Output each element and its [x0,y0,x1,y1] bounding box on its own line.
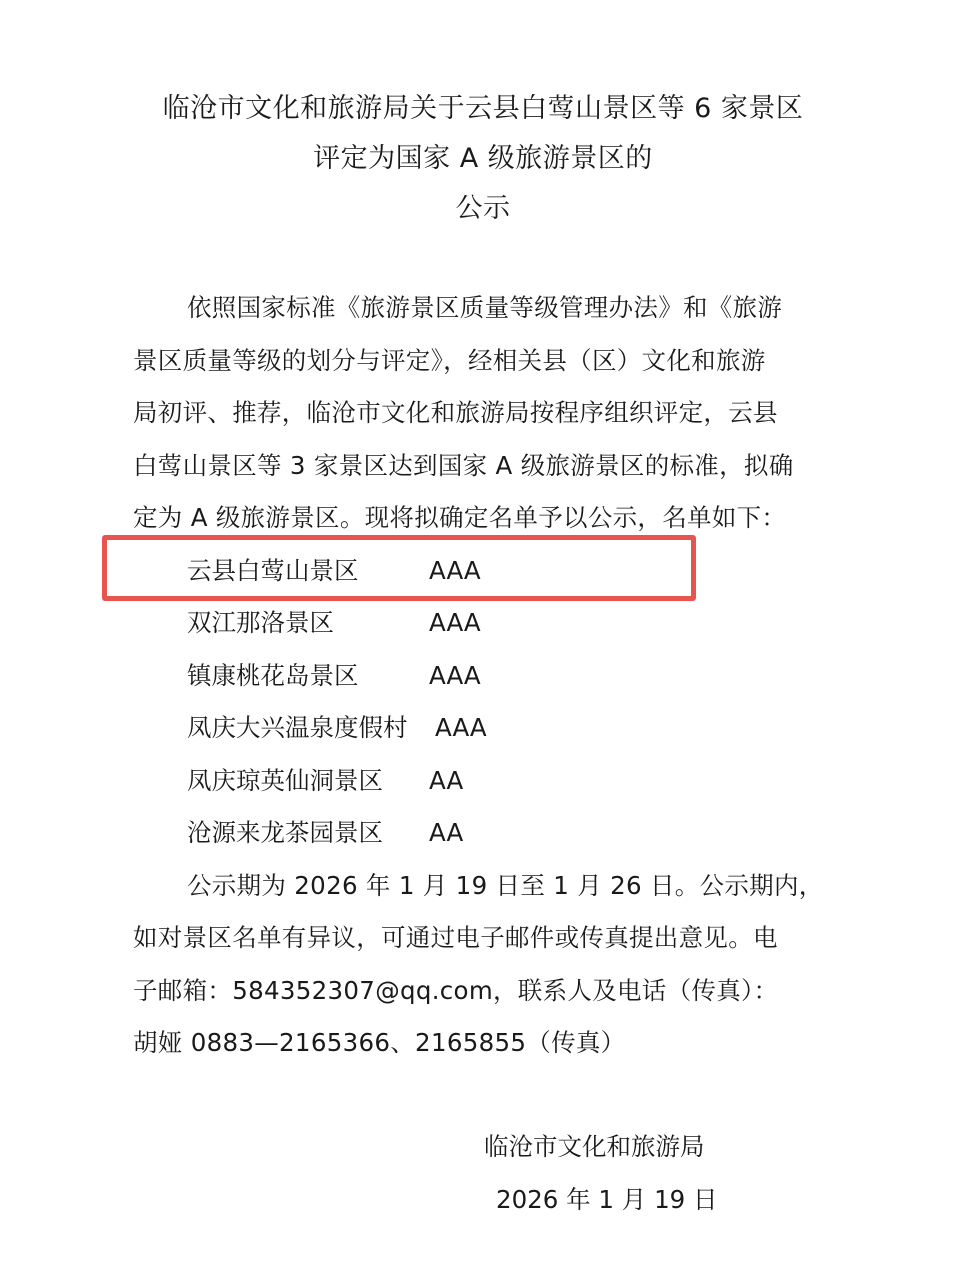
paragraph1-line-5: 定为 A 级旅游景区。现将拟确定名单予以公示，名单如下： [133,503,787,532]
notice-title-line-1: 临沧市文化和旅游局关于云县白莺山景区等 6 家景区 [162,93,804,124]
scenic-spot-name: 镇康桃花岛景区 [187,661,359,690]
paragraph1-line-3: 局初评、推荐，临沧市文化和旅游局按程序组织评定，云县 [133,398,778,427]
scenic-spot-name: 云县白莺山景区 [187,556,359,585]
scenic-spot-grade: AAA [435,713,487,742]
scenic-spot-grade: AAA [429,556,481,585]
paragraph1-line-2: 景区质量等级的划分与评定》，经相关县（区）文化和旅游 [133,346,766,375]
notice-title-line-3: 公示 [455,193,511,224]
highlight-annotation-box [102,535,696,601]
scenic-spot-name: 凤庆琼英仙洞景区 [187,766,383,795]
scenic-spot-grade: AA [429,818,464,847]
scenic-spot-grade: AAA [429,608,481,637]
paragraph1-line-4: 白莺山景区等 3 家景区达到国家 A 级旅游景区的标准，拟确 [133,451,794,480]
signature-organization: 临沧市文化和旅游局 [484,1132,705,1161]
scenic-spot-name: 凤庆大兴温泉度假村 [187,713,408,742]
notice-title-line-2: 评定为国家 A 级旅游景区的 [313,143,653,174]
scenic-spot-grade: AA [429,766,464,795]
paragraph1-line-1: 依照国家标准《旅游景区质量等级管理办法》和《旅游 [187,293,783,322]
paragraph2-line-1: 公示期为 2026 年 1 月 19 日至 1 月 26 日。公示期内， [187,871,824,900]
paragraph2-line-4: 胡娅 0883—2165366、2165855（传真） [133,1028,626,1057]
paragraph2-line-3: 子邮箱：584352307@qq.com，联系人及电话（传真）： [133,976,779,1005]
scenic-spot-name: 双江那洛景区 [187,608,334,637]
paragraph2-line-2: 如对景区名单有异议，可通过电子邮件或传真提出意见。电 [133,923,778,952]
signature-date: 2026 年 1 月 19 日 [496,1185,718,1214]
scenic-spot-name: 沧源来龙茶园景区 [187,818,383,847]
scenic-spot-grade: AAA [429,661,481,690]
